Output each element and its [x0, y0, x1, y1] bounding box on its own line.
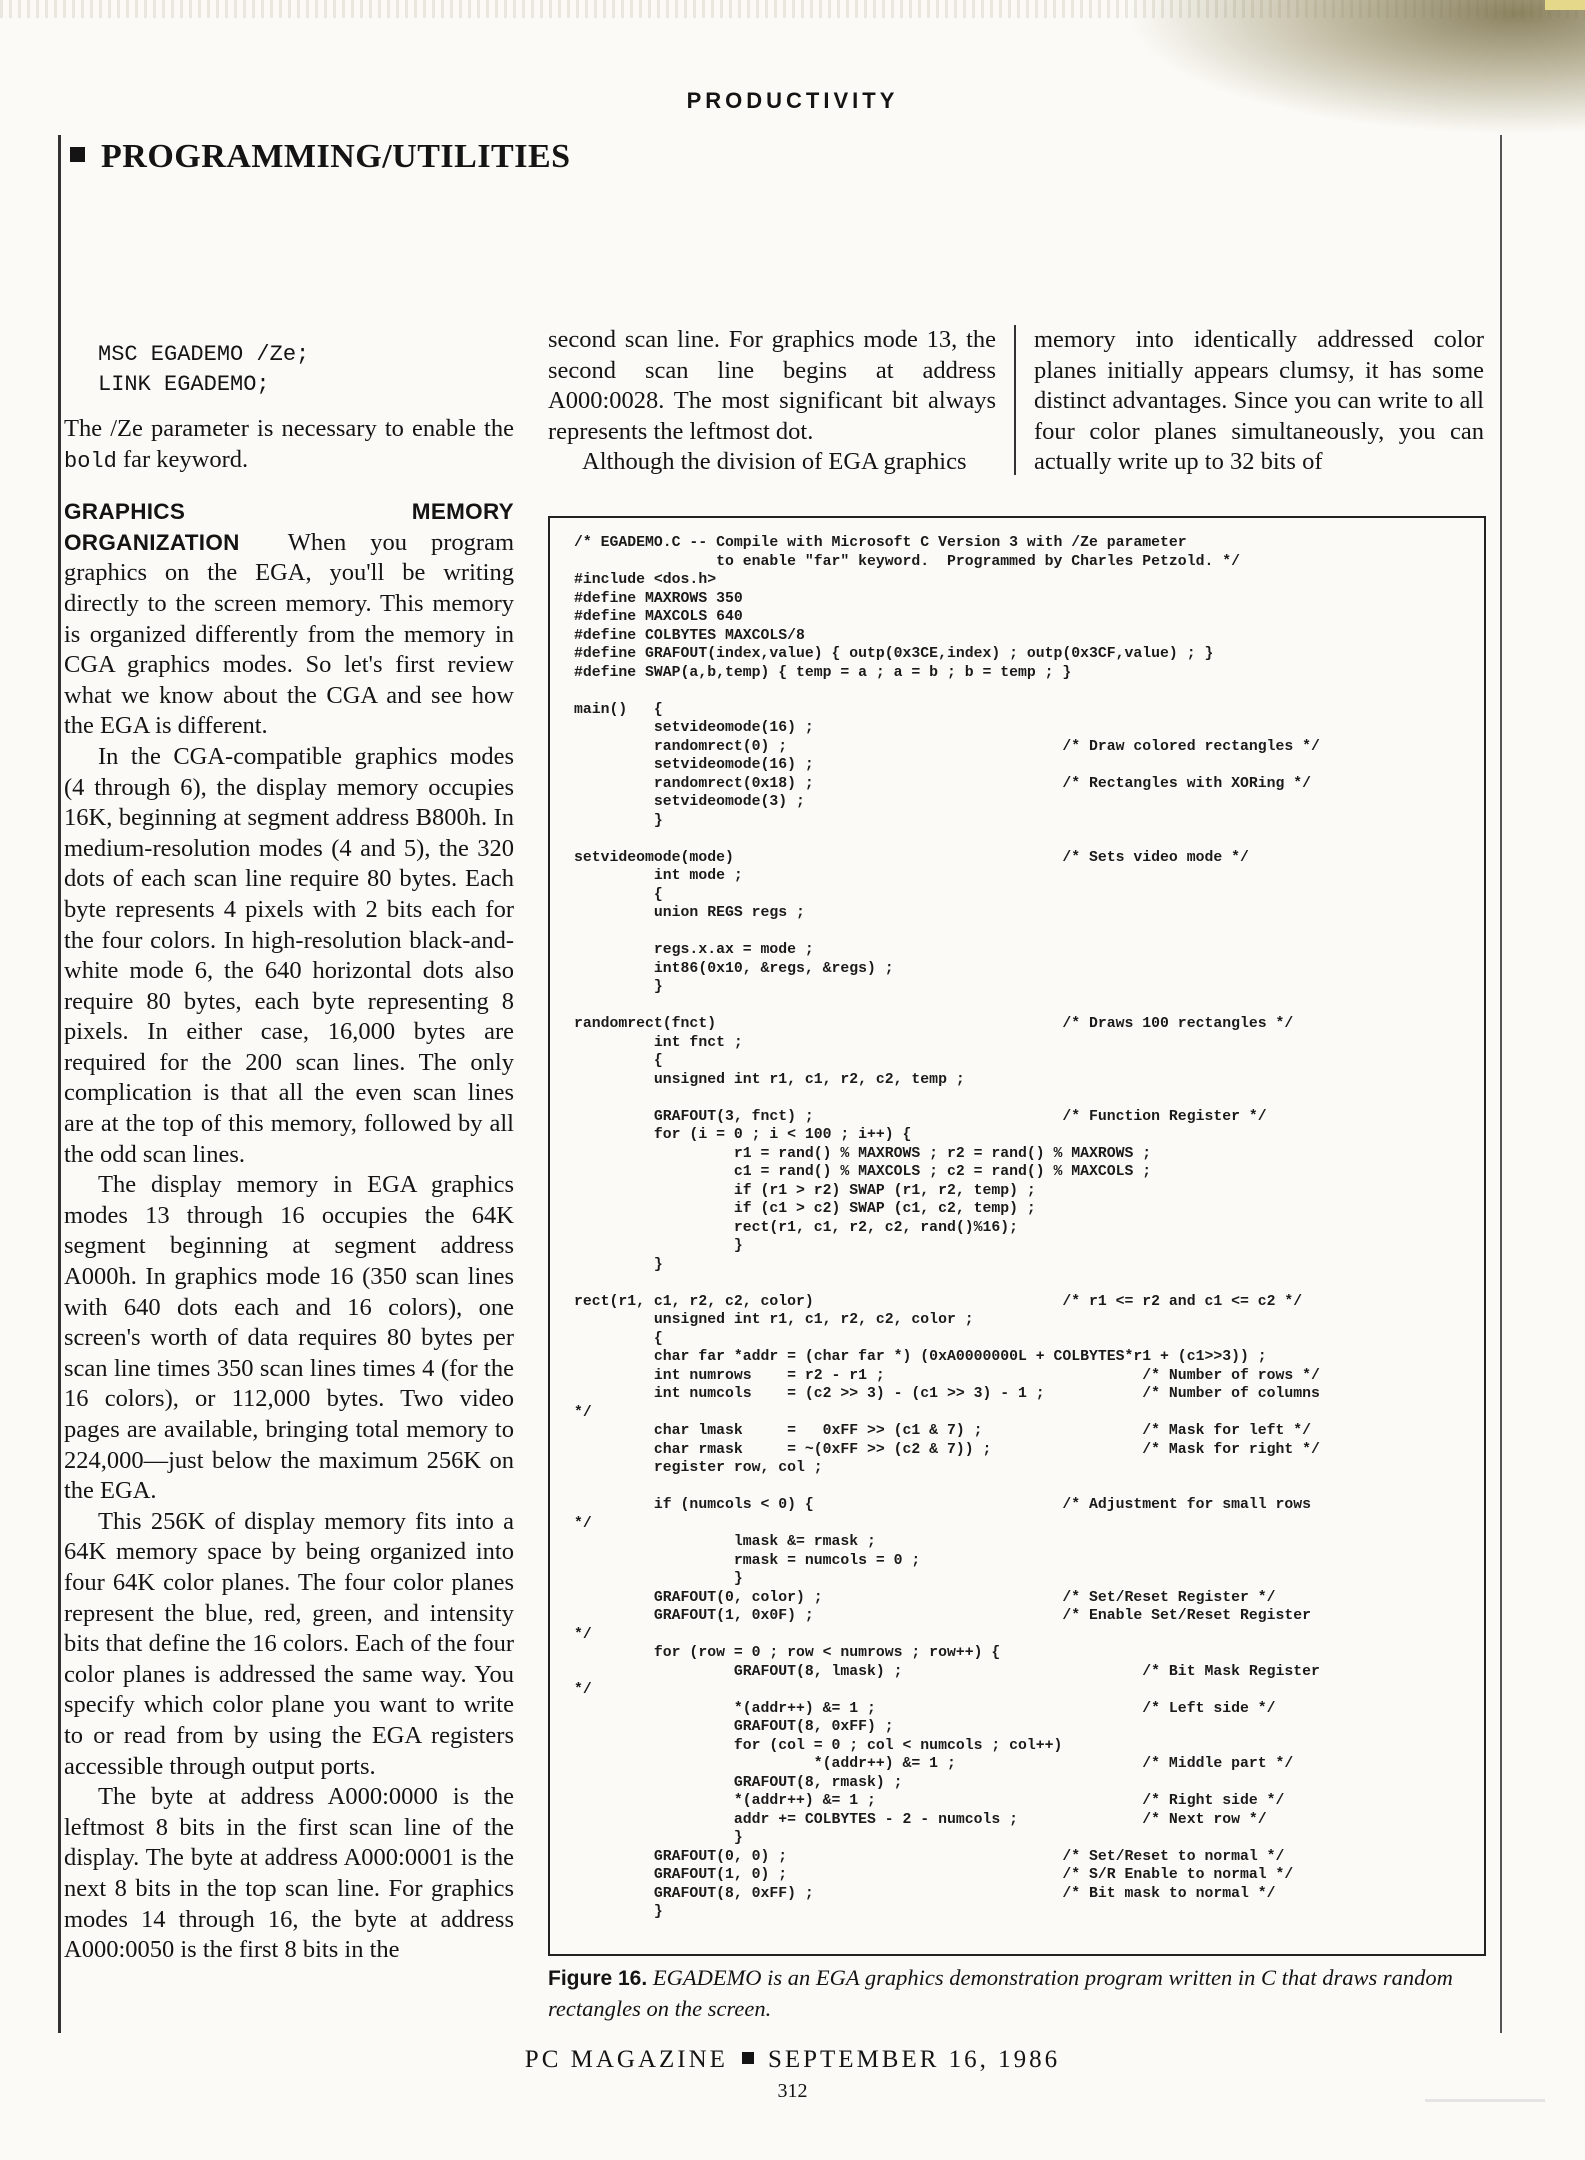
- figure-label: Figure 16.: [548, 1967, 648, 1990]
- paragraph: memory into identically addressed color planes initially appears clumsy, it has some distinct advantages. Since you can write to all four color planes simultaneously, you can actually write up to 32 bits of: [1034, 326, 1484, 476]
- paragraph: GRAPHICS MEMORY ORGANIZATION When you program graphics on the EGA, you'll be writing directly to the screen memory. This memory is organized differently from the memory in CGA graphics modes. So let's first review what we know about the CGA and see how the EGA is different.: [64, 499, 515, 740]
- running-head: PRODUCTIVITY: [686, 88, 899, 113]
- inline-code: bold: [64, 448, 117, 474]
- paragraph: The byte at address A000:0000 is the leftmost 8 bits in the first scan line of the display. The byte at address A000:0001 is the next 8 bits in the top scan line. For graphics modes 14 through 16, the byte at address A000:0050 is the first 8 bits in the: [64, 1783, 514, 1964]
- paragraph: In the CGA-compatible graphics modes (4 through 6), the display memory occupies 16K, beginning at segment address B800h. In medium-resolution modes (4 and 5), the 320 dots of each scan line require 80 bytes. Each byte represents 4 pixels with 2 bits each for the four colors. In high-resolution black-and-white mode 6, the 640 horizontal dots also require 80 bytes, each byte representing 8 pixels. In either case, 16,000 bytes are required for the 200 scan lines. The only complication is that all the even scan lines are at the top of this memory, followed by all the odd scan lines.: [64, 742, 514, 1168]
- square-bullet-icon: [70, 147, 85, 162]
- code-listing: /* EGADEMO.C -- Compile with Microsoft C Version 3 with /Ze parameter to enable "far" keyword. Programmed by Charles Petzold. */ #include <dos.h> #define MAXROWS 350 #define MAXCOLS 640 #define COLBYTES MAXCOLS/8 #define GRAFOUT(index,value) { outp(0x3CE,index) ; outp(0x3CF,value) ; } #define SWAP(a,b,temp) { temp = a ; a = b ; b = temp ; } main() { setvideomode(16) ; randomrect(0) ; /* Draw colored rectangles */ setvideomode(16) ; randomrect(0x18) ; /* Rectangles with XORing */ setvideomode(3) ; } setvideomode(mode) /* Sets video mode */ int mode ; { union REGS regs ; regs.x.ax = mode ; int86(0x10, &regs, &regs) ; } randomrect(fnct) /* Draws 100 rectangles */ int fnct ; { unsigned int r1, c1, r2, c2, temp ; GRAFOUT(3, fnct) ; /* Function Register */ for (i = 0 ; i < 100 ; i++) { r1 = rand() % MAXROWS ; r2 = rand() % MAXROWS ; c1 = rand() % MAXCOLS ; c2 = rand() % MAXCOLS ; if (r1 > r2) SWAP (r1, r2, temp) ; if (c1 > c2) SWAP (c1, c2, temp) ; rect(r1, c1, r2, c2, rand()%16); } } rect(r1, c1, r2, c2, color) /* r1 <= r2 and c1 <= c2 */ unsigned int r1, c1, r2, c2, color ; { char far *addr = (char far *) (0xA0000000L + COLBYTES*r1 + (c1>>3)) ; int numrows = r2 - r1 ; /* Number of rows */ int numcols = (c2 >> 3) - (c1 >> 3) - 1 ; /* Number of columns */ char lmask = 0xFF >> (c1 & 7) ; /* Mask for left */ char rmask = ~(0xFF >> (c2 & 7)) ; /* Mask for right */ register row, col ; if (numcols < 0) { /* Adjustment for small rows */ lmask &= rmask ; rmask = numcols = 0 ; } GRAFOUT(0, color) ; /* Set/Reset Register */ GRAFOUT(1, 0x0F) ; /* Enable Set/Reset Register */ for (row = 0 ; row < numrows ; row++) { GRAFOUT(8, lmask) ; /* Bit Mask Register */ *(addr++) &= 1 ; /* Left side */ GRAFOUT(8, 0xFF) ; for (col = 0 ; col < numcols ; col++) *(addr++) &= 1 ; /* Middle part */ GRAFOUT(8, rmask) ; *(addr++) &= 1 ; /* Right side */ addr += COLBYTES - 2 - numcols ; /* Next row */ } GRAFOUT(0, 0) ; /* Set/Reset to normal */ GRAFOUT(1, 0) ; /* S/R Enable to normal */ GRAFOUT(8, 0xFF) ; /* Bit mask to normal */ }: [574, 535, 1320, 1920]
- column-1: [64, 340, 514, 1966]
- page-number: 312: [777, 2080, 808, 2102]
- square-separator-icon: [742, 2052, 754, 2064]
- subhead: GRAPHICS MEMORY ORGANIZATION: [64, 499, 514, 555]
- column-2: [548, 325, 996, 478]
- paragraph: Although the division of EGA graphics: [582, 448, 967, 476]
- code-listing-figure: [548, 516, 1486, 1956]
- paragraph: This 256K of display memory fits into a 64K memory space by being organized into four 64K color planes. The four color planes represent the blue, red, green, and intensity bits that define the 16 colors. Each of the four color planes is addressed the same way. You specify which color plane you want to write to or read from by using the EGA registers accessible through output ports.: [64, 1507, 514, 1780]
- right-column-rule: [1500, 135, 1502, 2033]
- paragraph: second scan line. For graphics mode 13, the second scan line begins at address A000:0028. The most significant bit always represents the leftmost dot.: [548, 326, 996, 445]
- column-3: [1034, 325, 1484, 478]
- issue-date: SEPTEMBER 16, 1986: [767, 2046, 1061, 2073]
- paragraph: The display memory in EGA graphics modes 13 through 16 occupies the 64K segment beginning at segment address A000h. In graphics mode 16 (350 scan lines with 640 dots each and 16 colors), one screen's worth of data requires 80 bytes per scan line times 350 scan lines times 4 (for the 16 colors), or 112,000 bytes. Two video pages are available, bringing total memory to 224,000—just below the maximum 256K on the EGA.: [64, 1171, 514, 1505]
- category-heading-text: PROGRAMMING/UTILITIES: [101, 138, 571, 175]
- corner-color-strip: [1545, 0, 1585, 10]
- caption-text: EGADEMO is an EGA graphics demonstration program written in C that draws random rectangles on the screen.: [548, 1965, 1453, 2021]
- column-divider: [1014, 325, 1016, 475]
- footer: [0, 2046, 1585, 2074]
- figure-caption: [548, 1963, 1488, 2024]
- category-heading: [70, 138, 571, 176]
- corner-print-artifact: [1125, 0, 1585, 135]
- scan-streak: [1425, 2099, 1545, 2102]
- paragraph: The /Ze parameter is necessary to enable the bold far keyword.: [64, 415, 514, 474]
- left-column-rule: [58, 135, 61, 2033]
- magazine-name: PC MAGAZINE: [524, 2046, 728, 2073]
- compile-commands: MSC EGADEMO /Ze; LINK EGADEMO;: [98, 342, 310, 397]
